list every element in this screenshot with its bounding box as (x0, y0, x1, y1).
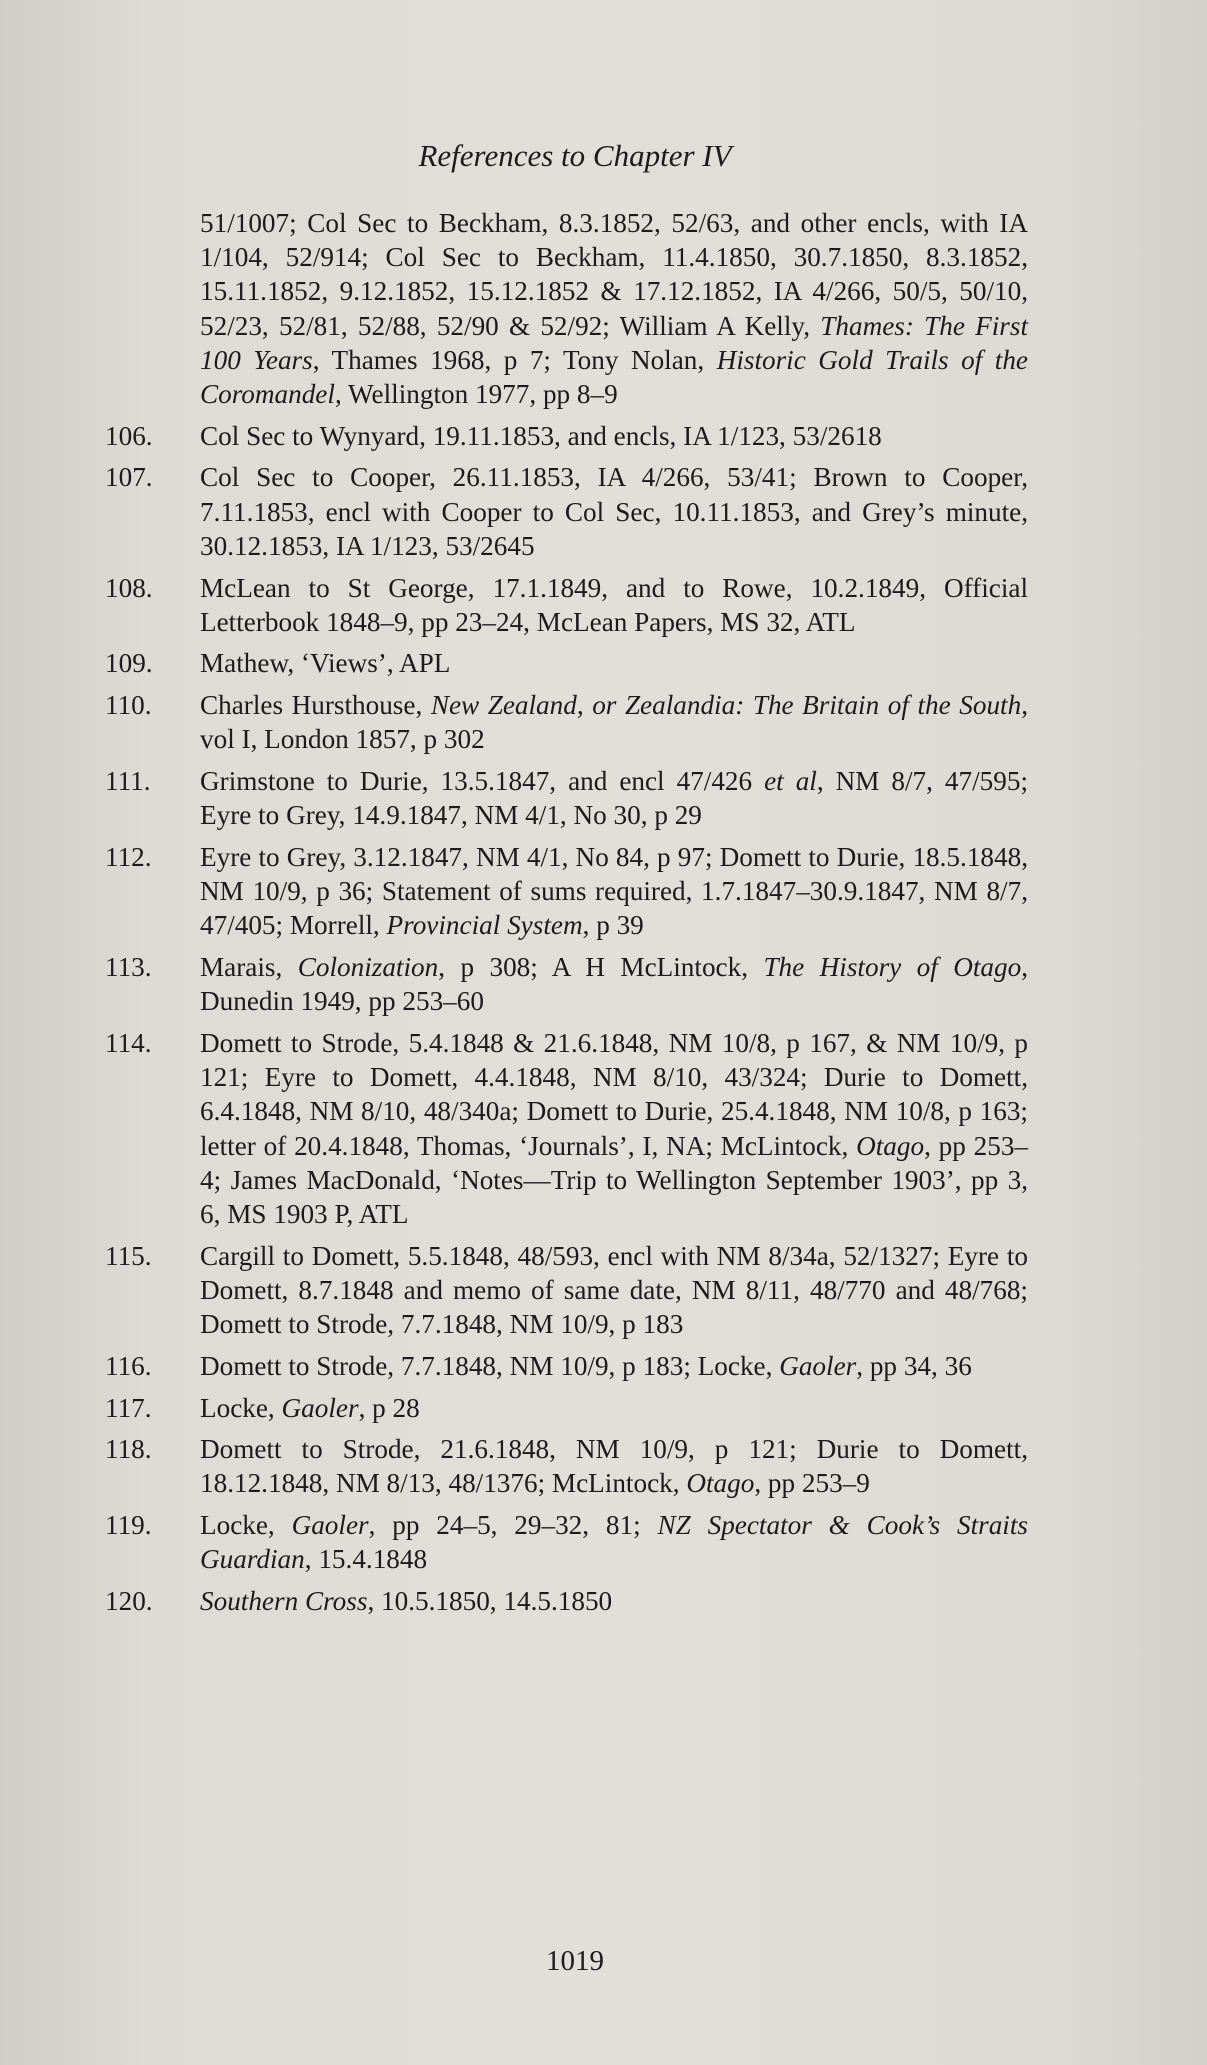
reference-segment: 51/1007; Col Sec to Beckham, 8.3.1852, 52/63, and other encls, with IA 1/104, 52/914; Col Sec to Beckham, 11.4.1850, 30.7.1850, 8.3.1852, 15.11.1852, 9.12.1852, 15.12.1852 & 17.12.1852, IA 4/266, 50/5, 50/10, 52/23, 52/81, 52/88, 52/90 & 52/92; William A Kelly, (200, 208, 1028, 341)
italic-title: Colonization (297, 952, 439, 983)
reference-segment: McLean to St George, 17.1.1849, and to Rowe, 10.2.1849, Official Letterbook 1848–9, pp 23–24, McLean Papers, MS 32, ATL (200, 572, 1028, 637)
reference-segment: , vol I, London 1857, p 302 (200, 690, 1028, 755)
reference-segment: Locke, (200, 1392, 282, 1423)
reference-segment: , pp 253–9 (754, 1468, 870, 1499)
reference-entry (105, 840, 1028, 943)
reference-number: 118. (105, 1434, 152, 1465)
reference-text (200, 646, 1028, 680)
reference-entry (105, 1391, 1028, 1425)
reference-segment: , p 308; A H McLintock, (438, 952, 764, 983)
reference-text (200, 1349, 1028, 1383)
reference-continuation (105, 206, 1028, 411)
reference-text (200, 950, 1028, 1018)
reference-number: 115. (105, 1240, 152, 1271)
reference-entry (105, 1432, 1028, 1500)
reference-entry (105, 571, 1028, 639)
reference-segment: Domett to Strode, 21.6.1848, NM 10/9, p 121; Durie to Domett, 18.12.1848, NM 8/13, 48/1376; McLintock, (200, 1434, 1028, 1499)
reference-segment: Domett to Strode, 5.4.1848 & 21.6.1848, NM 10/8, p 167, & NM 10/9, p 121; Eyre to Domett, 4.4.1848, NM 8/10, 43/324; Durie to Domett, 6.4.1848, NM 8/10, 48/340a; Domett to Durie, 25.4.1848, NM 10/8, p 163; letter of 20.4.1848, Thomas, ‘Journals’, I, NA; McLintock, (200, 1027, 1028, 1161)
reference-segment: , p 28 (358, 1392, 420, 1423)
reference-text (200, 688, 1028, 756)
reference-number: 112. (105, 841, 152, 872)
italic-title: Historic Gold Trails of the Coromandel (200, 344, 1028, 410)
reference-number: 106. (105, 420, 153, 451)
reference-list (105, 206, 1028, 1626)
italic-title: Thames: The First 100 Years (200, 310, 1028, 375)
reference-segment: Domett to Strode, 7.7.1848, NM 10/9, p 183; Locke, (200, 1350, 780, 1381)
reference-text (200, 419, 1028, 453)
reference-segment: Mathew, ‘Views’, APL (200, 648, 451, 679)
reference-number: 108. (105, 572, 153, 603)
italic-title: Gaoler (291, 1510, 369, 1541)
reference-segment: Col Sec to Wynyard, 19.11.1853, and encls, IA 1/123, 53/2618 (200, 420, 882, 451)
reference-segment: , Dunedin 1949, pp 253–60 (200, 952, 1028, 1017)
reference-entry (105, 460, 1028, 563)
italic-title: Provincial System (386, 910, 583, 941)
reference-segment: , NM 8/7, 47/595; Eyre to Grey, 14.9.1847, NM 4/1, No 30, p 29 (200, 766, 1028, 831)
reference-segment: Cargill to Domett, 5.5.1848, 48/593, encl with NM 8/34a, 52/1327; Eyre to Domett, 8.7.1848 and memo of same date, NM 8/11, 48/770 and 48/768; Domett to Strode, 7.7.1848, NM 10/9, p 183 (200, 1240, 1028, 1340)
running-head: References to Chapter IV (418, 138, 732, 173)
reference-number: 120. (105, 1586, 153, 1617)
italic-title: Otago (686, 1468, 755, 1499)
reference-entry (105, 950, 1028, 1018)
reference-number: 116. (105, 1350, 152, 1381)
reference-segment: , pp 253–4; James MacDonald, ‘Notes—Trip to Wellington September 1903’, pp 3, 6, MS 1903 P, ATL (200, 1130, 1029, 1229)
reference-segment: , p 39 (582, 910, 644, 941)
italic-title: NZ Spectator & Cook’s Straits Guardian (200, 1510, 1028, 1575)
reference-segment: Eyre to Grey, 3.12.1847, NM 4/1, No 84, p 97; Domett to Durie, 18.5.1848, NM 10/9, p 36; Statement of sums required, 1.7.1847–30.9.1847, NM 8/7, 47/405; Morrell, (200, 841, 1028, 941)
reference-entry (105, 764, 1028, 832)
reference-text (200, 460, 1028, 563)
reference-entry (105, 1584, 1028, 1618)
reference-number: 109. (105, 648, 153, 679)
reference-segment: Charles Hursthouse, (200, 690, 431, 721)
reference-segment: , 15.4.1848 (304, 1544, 428, 1575)
reference-text (200, 1508, 1028, 1576)
reference-number: 111. (105, 766, 151, 797)
reference-text (200, 1432, 1028, 1500)
reference-segment: Locke, (200, 1510, 292, 1541)
reference-entry (105, 1508, 1028, 1576)
reference-segment: Marais, (200, 952, 298, 983)
reference-segment: , Thames 1968, p 7; Tony Nolan, (312, 344, 717, 375)
reference-entry (105, 1239, 1028, 1342)
reference-number: 117. (105, 1392, 152, 1423)
reference-text (200, 206, 1028, 411)
page-number: 1019 (546, 1945, 604, 1977)
italic-title: Otago (856, 1130, 925, 1161)
reference-entry (105, 1349, 1028, 1383)
italic-title: Gaoler (281, 1392, 359, 1423)
reference-number: 114. (105, 1027, 152, 1058)
reference-text (200, 571, 1028, 639)
reference-segment: Grimstone to Durie, 13.5.1847, and encl 47/426 (200, 766, 765, 797)
italic-title: The History of Otago (763, 952, 1022, 983)
reference-number: 110. (105, 690, 152, 721)
reference-entry (105, 1026, 1028, 1231)
reference-segment: Col Sec to Cooper, 26.11.1853, IA 4/266, 53/41; Brown to Cooper, 7.11.1853, encl with Cooper to Col Sec, 10.11.1853, and Grey’s minute, 30.12.1853, IA 1/123, 53/2645 (200, 462, 1028, 561)
reference-segment: , 10.5.1850, 14.5.1850 (367, 1586, 613, 1617)
reference-text (200, 1026, 1028, 1231)
italic-title: New Zealand, or Zealandia: The Britain of the South (430, 690, 1022, 721)
italic-title: Gaoler (779, 1350, 857, 1381)
reference-segment: , pp 24–5, 29–32, 81; (368, 1510, 658, 1541)
reference-number: 119. (105, 1510, 152, 1541)
reference-number: 113. (105, 952, 152, 983)
italic-title: Southern Cross (200, 1586, 368, 1617)
reference-text (200, 764, 1028, 832)
reference-text (200, 1584, 1028, 1618)
reference-entry (105, 419, 1028, 453)
reference-text (200, 1239, 1028, 1342)
reference-text (200, 1391, 1028, 1425)
reference-entry (105, 688, 1028, 756)
italic-title: et al (764, 766, 817, 797)
reference-number: 107. (105, 462, 153, 493)
reference-segment: , Wellington 1977, pp 8–9 (334, 379, 618, 410)
reference-entry (105, 646, 1028, 680)
reference-segment: , pp 34, 36 (856, 1350, 972, 1381)
reference-text (200, 840, 1028, 943)
